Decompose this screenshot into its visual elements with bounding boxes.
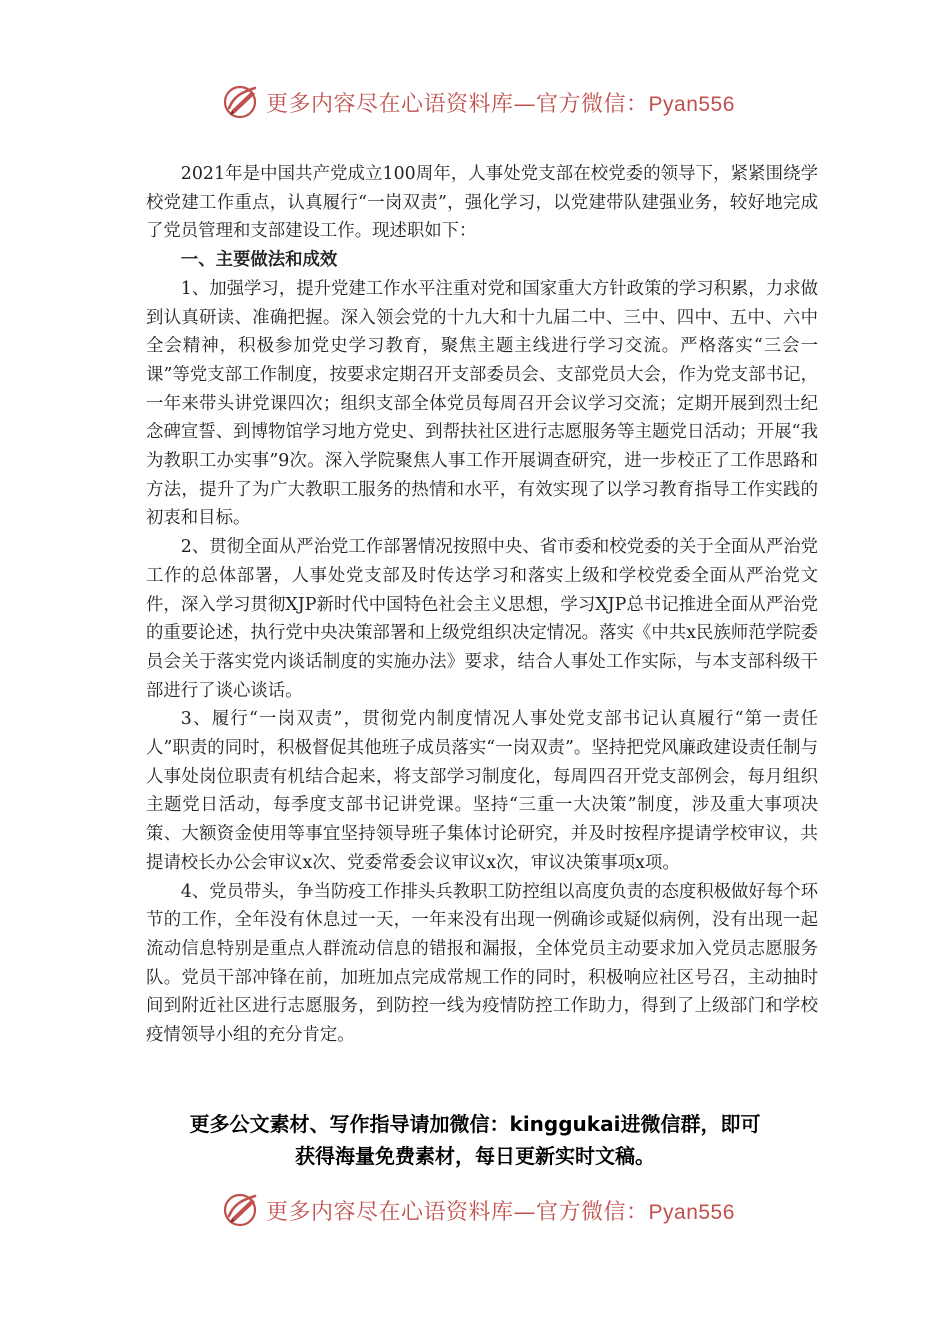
header-banner — [222, 80, 742, 124]
paragraph-3: 3、履行“一岗双责”，贯彻党内制度情况人事处党支部书记认真履行“第一责任人”职责的同时，积极督促其他班子成员落实“一岗双责”。坚持把党风廉政建设责任制与人事处岗位职责有机结合起来，将支部学习制度化，每周四召开党支部例会，每月组织主题党日活动，每季度支部书记讲党课。坚持“三重一大决策”制度，涉及重大事项决策、大额资金使用等事宜坚持领导班子集体讨论研究，并及时按程序提请学校审议，共提请校长办公会审议x次、党委常委会议审议x次，审议决策事项x项。 — [146, 709, 818, 873]
pen-logo-icon — [222, 82, 262, 122]
paragraph-1: 1、加强学习，提升党建工作水平注重对党和国家重大方针政策的学习积累，力求做到认真研读、准确把握。深入领会党的十九大和十九届二中、三中、四中、五中、六中全会精神，积极参加党史学习教育，聚焦主题主线进行学习交流。严格落实“三会一课”等党支部工作制度，按要求定期召开支部委员会、支部党员大会，作为党支部书记，一年来带头讲党课四次；组织支部全体党员每周召开会议学习交流；定期开展到烈士纪念碑宣誓、到博物馆学习地方党史、到帮扶社区进行志愿服务等主题党日活动；开展“我为教职工办实事”9次。深入学院聚焦人事工作开展调查研究，进一步校正了工作思路和方法，提升了为广大教职工服务的热情和水平，有效实现了以学习教育指导工作实践的初衷和目标。 — [146, 278, 818, 529]
promo-notice — [120, 1108, 830, 1172]
promo-line-2: 获得海量免费素材，每日更新实时文稿。 — [295, 1144, 655, 1168]
document-body — [146, 160, 818, 1050]
promo-line-1: 更多公文素材、写作指导请加微信：kinggukai进微信群，即可 — [189, 1112, 761, 1136]
section-heading: 一、主要做法和成效 — [180, 250, 338, 271]
pen-logo-icon — [222, 1190, 262, 1230]
intro-paragraph: 2021年是中国共产党成立100周年，人事处党支部在校党委的领导下，紧紧围绕学校党建工作重点，认真履行“一岗双责”，强化学习，以党建带队建强业务，较好地完成了党员管理和支部建设工作。现述职如下： — [146, 164, 818, 242]
footer-banner — [222, 1188, 742, 1232]
footer-banner-text: 更多内容尽在心语资料库—官方微信：Pyan556 — [266, 1199, 735, 1225]
header-banner-text: 更多内容尽在心语资料库—官方微信：Pyan556 — [266, 91, 735, 117]
paragraph-2: 2、贯彻全面从严治党工作部署情况按照中央、省市委和校党委的关于全面从严治党工作的总体部署，人事处党支部及时传达学习和落实上级和学校党委全面从严治党文件，深入学习贯彻XJP新时代中国特色社会主义思想，学习XJP总书记推进全面从严治党的重要论述，执行党中央决策部署和上级党组织决定情况。落实《中共x民族师范学院委员会关于落实党内谈话制度的实施办法》要求，结合人事处工作实际，与本支部科级干部进行了谈心谈话。 — [146, 537, 818, 701]
paragraph-4: 4、党员带头，争当防疫工作排头兵教职工防控组以高度负责的态度积极做好每个环节的工作，全年没有休息过一天，一年来没有出现一例确诊或疑似病例，没有出现一起流动信息特别是重点人群流动信息的错报和漏报，全体党员主动要求加入党员志愿服务队。党员干部冲锋在前，加班加点完成常规工作的同时，积极响应社区号召，主动抽时间到附近社区进行志愿服务，到防控一线为疫情防控工作助力，得到了上级部门和学校疫情领导小组的充分肯定。 — [146, 881, 818, 1046]
